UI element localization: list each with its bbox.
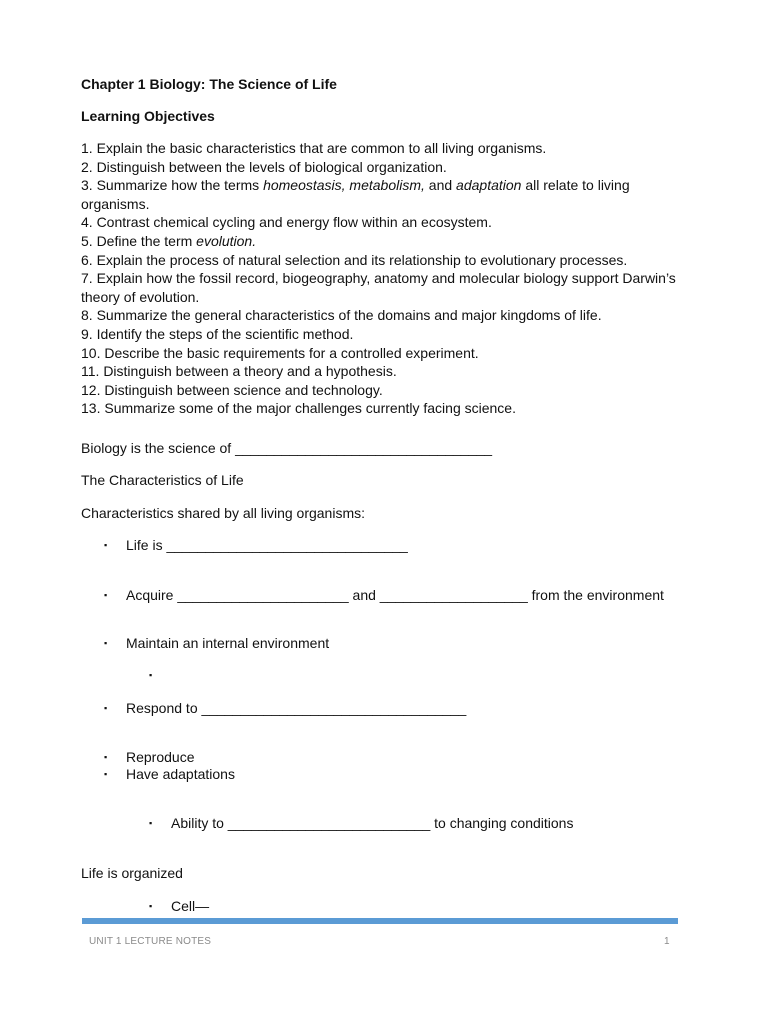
objective-9: 9. Identify the steps of the scientific method. — [81, 325, 354, 342]
page-number: 1 — [664, 936, 670, 947]
objective-12: 12. Distinguish between science and technology. — [81, 381, 383, 398]
footer-rule — [82, 918, 678, 924]
bullet-marker: ▪ — [104, 752, 108, 762]
objective-5-text: 5. Define the term — [81, 232, 197, 249]
bullet-reproduce: Reproduce — [126, 749, 195, 765]
sub-bullet-ability: Ability to __________________________ to changing conditions — [171, 815, 574, 831]
objective-1: 1. Explain the basic characteristics that are common to all living organisms. — [81, 140, 547, 156]
objective-6: 6. Explain the process of natural selection and its relationship to evolutionary processes. — [81, 251, 628, 268]
objective-3-term: homeostasis, metabolism, — [263, 177, 425, 194]
objective-5-term: evolution. — [196, 232, 257, 249]
objective-2: 2. Distinguish between the levels of biological organization. — [81, 158, 447, 175]
characteristics-heading: The Characteristics of Life — [81, 472, 244, 488]
bullet-marker: ▪ — [104, 703, 108, 713]
bullet-marker: ▪ — [104, 540, 108, 550]
objective-8: 8. Summarize the general characteristics of the domains and major kingdoms of life. — [81, 307, 602, 324]
objective-7-continued: theory of evolution. — [81, 288, 200, 305]
objective-7: 7. Explain how the fossil record, biogeography, anatomy and molecular biology support Darwin’s — [81, 270, 676, 287]
shared-characteristics-intro: Characteristics shared by all living organisms: — [81, 505, 365, 521]
sub-bullet-cell: Cell— — [171, 898, 210, 914]
biology-definition-blank: Biology is the science of _________________________________ — [81, 440, 493, 456]
bullet-maintain: Maintain an internal environment — [126, 635, 330, 651]
footer-label: UNIT 1 LECTURE NOTES — [89, 936, 212, 947]
bullet-life-is: Life is _______________________________ — [126, 537, 408, 553]
objective-11: 11. Distinguish between a theory and a hypothesis. — [81, 363, 397, 380]
bullet-marker: ▪ — [104, 769, 108, 779]
chapter-title: Chapter 1 Biology: The Science of Life — [81, 76, 337, 92]
objectives-heading: Learning Objectives — [81, 108, 215, 124]
bullet-marker: ▪ — [104, 638, 108, 648]
bullet-respond: Respond to __________________________________ — [126, 700, 467, 716]
objective-3 — [81, 176, 681, 195]
objective-13: 13. Summarize some of the major challenges currently facing science. — [81, 400, 516, 417]
objective-3-text: and — [424, 177, 457, 194]
bullet-adaptations: Have adaptations — [126, 766, 235, 782]
bullet-marker: ▪ — [104, 590, 108, 600]
objective-3-continued: organisms. — [81, 195, 150, 212]
objective-3-text: all relate to living — [521, 177, 630, 194]
sub-bullet-empty: ▪ — [149, 670, 153, 680]
objective-4: 4. Contrast chemical cycling and energy flow within an ecosystem. — [81, 214, 492, 231]
objective-10: 10. Describe the basic requirements for a controlled experiment. — [81, 344, 479, 361]
objective-3-text: 3. Summarize how the terms — [81, 177, 264, 194]
sub-bullet-marker: ▪ — [149, 901, 153, 911]
objective-5 — [81, 232, 681, 251]
objective-3-term: adaptation — [456, 177, 522, 194]
bullet-acquire: Acquire ______________________ and ___________________ from the environment — [126, 587, 664, 603]
life-organized-heading: Life is organized — [81, 865, 183, 881]
sub-bullet-marker: ▪ — [149, 818, 153, 828]
objectives-list — [81, 139, 681, 418]
